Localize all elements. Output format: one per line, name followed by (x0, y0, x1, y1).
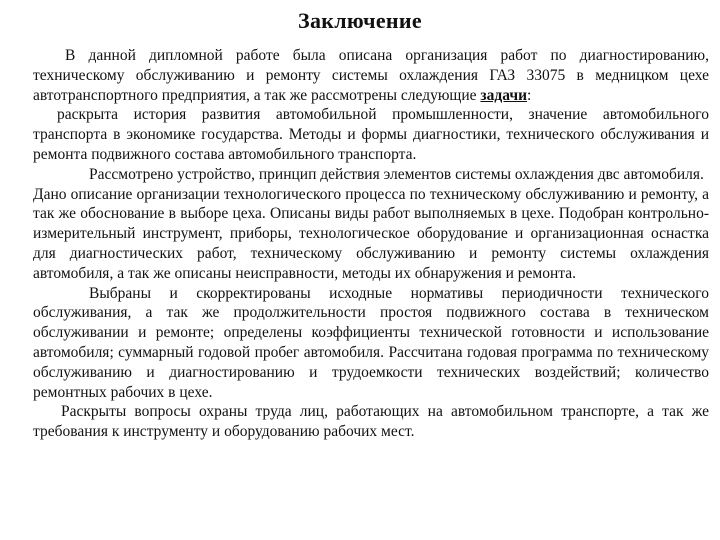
paragraph-safety: Раскрыты вопросы охраны труда лиц, работающих на автомобильном транспорте, а так же требования к инструменту и оборудованию рабочих мест. (33, 403, 709, 441)
keyword-tasks: задачи (480, 86, 528, 104)
paragraph-process: Дано описание организации технологического процесса по техническому обслуживанию и ремонту, а так же обоснование в выборе цеха. Описаны виды работ выполняемых в цехе. Подобран контрольно-измерительный инструмент, приборы, технологическое оборудование и организационная оснастка для диагностических работ, техническому обслуживанию и ремонту системы охлаждения автомобиля, а так же описаны неисправности, методы их обнаружения и ремонта. (33, 185, 709, 282)
document-body (33, 46, 709, 442)
page-title: Заключение (298, 8, 422, 33)
intro-text: В данной дипломной работе была описана организация работ по диагностированию, техническому обслуживанию и ремонту системы охлаждения ГАЗ 33075 в медницком цехе автотранспортного предприятия, а так же рассмотрены следующие (33, 47, 709, 104)
paragraph-device: Рассмотрено устройство, принцип действия элементов системы охлаждения двс автомобиля. (89, 165, 704, 183)
paragraph-norms: Выбраны и скорректированы исходные нормативы периодичности технического обслуживания, а так же продолжительности простоя подвижного состава в техническом обслуживании и ремонте; определены коэффициенты технической готовности и использование автомобиля; суммарный годовой пробег автомобиля. Рассчитана годовая программа по техническому обслуживанию и диагностированию и трудоемкости технических воздействий; количество ремонтных рабочих в цехе. (33, 284, 709, 401)
intro-colon: : (527, 86, 532, 104)
paragraph-history: раскрыта история развития автомобильной промышленности, значение автомобильного транспорта в экономике государства. Методы и формы диагностики, технического обслуживания и ремонта подвижного состава автомобильного транспорта. (33, 106, 709, 163)
paragraph-intro (33, 46, 709, 105)
